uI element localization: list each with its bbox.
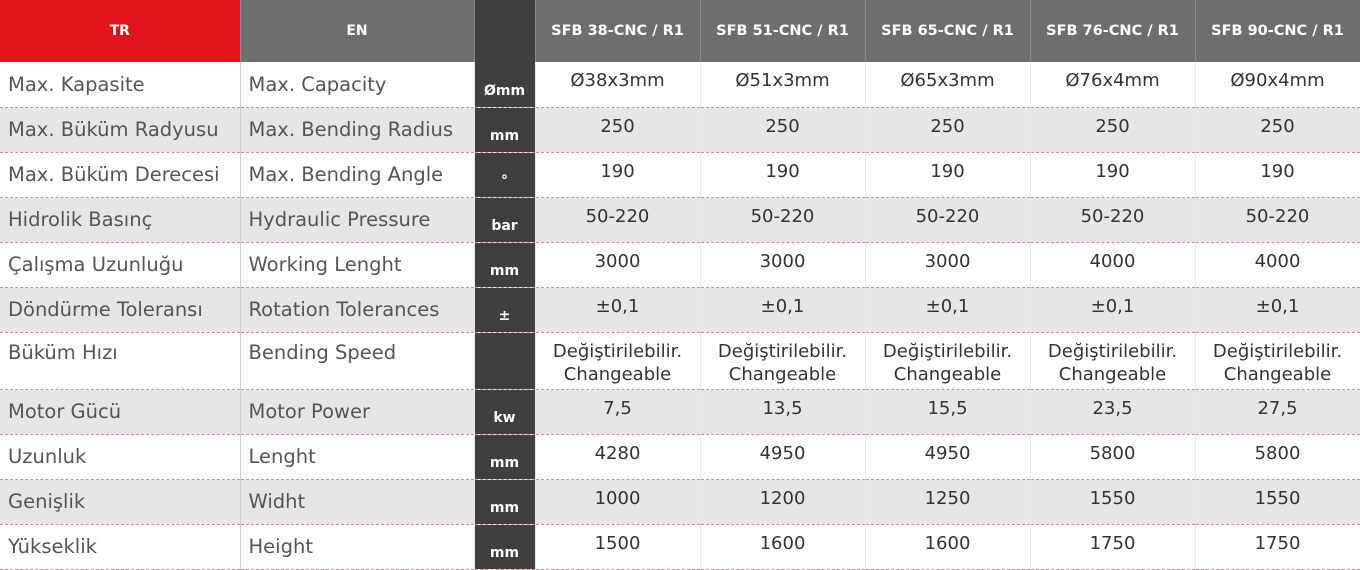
table-cell: 13,5 xyxy=(700,389,865,434)
table-cell: 5800 xyxy=(1030,434,1195,479)
header-model-3: SFB 65-CNC / R1 xyxy=(865,0,1030,62)
row-unit: mm xyxy=(474,434,535,479)
table-row-hydraulic-pressure xyxy=(0,197,1360,242)
row-label-en: Rotation Tolerances xyxy=(240,287,474,332)
table-row-bending-angle xyxy=(0,152,1360,197)
table-cell: 1550 xyxy=(1030,479,1195,524)
value-line-1: Değiştirilebilir. xyxy=(1212,340,1343,362)
row-label-tr: Genişlik xyxy=(0,479,240,524)
row-label-tr: Yükseklik xyxy=(0,524,240,569)
table-cell: 3000 xyxy=(865,242,1030,287)
row-label-tr: Uzunluk xyxy=(0,434,240,479)
row-unit xyxy=(474,332,535,389)
row-unit: mm xyxy=(474,107,535,152)
table-row-rotation-tolerance xyxy=(0,287,1360,332)
row-label-tr: Büküm Hızı xyxy=(0,332,240,389)
table-cell: 190 xyxy=(1195,152,1360,197)
table-cell: 1600 xyxy=(700,524,865,569)
value-line-2: Changeable xyxy=(1058,363,1167,385)
table-cell: 4950 xyxy=(865,434,1030,479)
row-label-en: Height xyxy=(240,524,474,569)
table-cell: Ø51x3mm xyxy=(700,62,865,107)
table-cell: 250 xyxy=(1030,107,1195,152)
table-cell xyxy=(700,332,865,389)
table-cell: 3000 xyxy=(700,242,865,287)
header-tr: TR xyxy=(0,0,240,62)
row-label-tr: Hidrolik Basınç xyxy=(0,197,240,242)
table-cell: 50-220 xyxy=(865,197,1030,242)
row-label-tr: Döndürme Toleransı xyxy=(0,287,240,332)
row-unit: bar xyxy=(474,197,535,242)
table-cell: 4280 xyxy=(535,434,700,479)
row-label-en: Hydraulic Pressure xyxy=(240,197,474,242)
row-label-en: Lenght xyxy=(240,434,474,479)
row-label-tr: Max. Büküm Radyusu xyxy=(0,107,240,152)
table-cell: 3000 xyxy=(535,242,700,287)
header-model-2: SFB 51-CNC / R1 xyxy=(700,0,865,62)
table-cell: 5800 xyxy=(1195,434,1360,479)
row-unit: kw xyxy=(474,389,535,434)
value-line-1: Değiştirilebilir. xyxy=(552,340,683,362)
table-cell: 1500 xyxy=(535,524,700,569)
table-cell: Ø65x3mm xyxy=(865,62,1030,107)
table-cell: 1550 xyxy=(1195,479,1360,524)
row-unit: ± xyxy=(474,287,535,332)
table-row-width xyxy=(0,479,1360,524)
row-label-en: Max. Bending Radius xyxy=(240,107,474,152)
row-label-tr: Motor Gücü xyxy=(0,389,240,434)
value-line-2: Changeable xyxy=(563,363,672,385)
table-cell: 1000 xyxy=(535,479,700,524)
row-unit: Ømm xyxy=(474,62,535,107)
row-unit: mm xyxy=(474,479,535,524)
table-cell: 250 xyxy=(865,107,1030,152)
table-row-motor-power xyxy=(0,389,1360,434)
table-cell: 50-220 xyxy=(1030,197,1195,242)
row-label-en: Motor Power xyxy=(240,389,474,434)
table-cell: ±0,1 xyxy=(700,287,865,332)
table-cell: 190 xyxy=(700,152,865,197)
row-label-en: Widht xyxy=(240,479,474,524)
row-label-tr: Çalışma Uzunluğu xyxy=(0,242,240,287)
table-cell xyxy=(865,332,1030,389)
table-cell: Ø38x3mm xyxy=(535,62,700,107)
table-cell: ±0,1 xyxy=(1195,287,1360,332)
row-label-en: Max. Capacity xyxy=(240,62,474,107)
table-cell: 15,5 xyxy=(865,389,1030,434)
value-line-2: Changeable xyxy=(728,363,837,385)
table-row-bending-radius xyxy=(0,107,1360,152)
row-unit: mm xyxy=(474,242,535,287)
table-cell: 190 xyxy=(535,152,700,197)
table-cell: 50-220 xyxy=(1195,197,1360,242)
table-cell: 4000 xyxy=(1195,242,1360,287)
table-cell: 23,5 xyxy=(1030,389,1195,434)
header-row xyxy=(0,0,1360,62)
value-line-1: Değiştirilebilir. xyxy=(1047,340,1178,362)
table-cell: 1750 xyxy=(1030,524,1195,569)
table-cell: 190 xyxy=(1030,152,1195,197)
table-cell: 250 xyxy=(700,107,865,152)
table-cell: Ø90x4mm xyxy=(1195,62,1360,107)
header-en: EN xyxy=(240,0,474,62)
table-row-length xyxy=(0,434,1360,479)
table-cell: 50-220 xyxy=(700,197,865,242)
table-cell: 4950 xyxy=(700,434,865,479)
row-label-en: Working Lenght xyxy=(240,242,474,287)
table-cell xyxy=(1030,332,1195,389)
table-cell: ±0,1 xyxy=(865,287,1030,332)
table-cell: 190 xyxy=(865,152,1030,197)
table-cell xyxy=(1195,332,1360,389)
table-cell: 250 xyxy=(535,107,700,152)
value-line-2: Changeable xyxy=(1223,363,1332,385)
row-label-tr: Max. Büküm Derecesi xyxy=(0,152,240,197)
table-cell: 1600 xyxy=(865,524,1030,569)
value-line-1: Değiştirilebilir. xyxy=(717,340,848,362)
table-cell: ±0,1 xyxy=(1030,287,1195,332)
table-row-bending-speed xyxy=(0,332,1360,389)
table-row-working-length xyxy=(0,242,1360,287)
header-unit xyxy=(474,0,535,62)
value-line-2: Changeable xyxy=(893,363,1002,385)
table-row-height xyxy=(0,524,1360,569)
table-cell: 1750 xyxy=(1195,524,1360,569)
row-unit: mm xyxy=(474,524,535,569)
table-cell: Ø76x4mm xyxy=(1030,62,1195,107)
table-cell: 50-220 xyxy=(535,197,700,242)
table-cell: 1250 xyxy=(865,479,1030,524)
table-row-capacity xyxy=(0,62,1360,107)
header-model-1: SFB 38-CNC / R1 xyxy=(535,0,700,62)
table-cell: 27,5 xyxy=(1195,389,1360,434)
table-cell: 250 xyxy=(1195,107,1360,152)
header-model-5: SFB 90-CNC / R1 xyxy=(1195,0,1360,62)
value-line-1: Değiştirilebilir. xyxy=(882,340,1013,362)
table-cell: 7,5 xyxy=(535,389,700,434)
header-model-4: SFB 76-CNC / R1 xyxy=(1030,0,1195,62)
table-cell: 4000 xyxy=(1030,242,1195,287)
row-unit: ° xyxy=(474,152,535,197)
table-cell: ±0,1 xyxy=(535,287,700,332)
row-label-en: Max. Bending Angle xyxy=(240,152,474,197)
table-cell xyxy=(535,332,700,389)
table-cell: 1200 xyxy=(700,479,865,524)
row-label-en: Bending Speed xyxy=(240,332,474,389)
row-label-tr: Max. Kapasite xyxy=(0,62,240,107)
